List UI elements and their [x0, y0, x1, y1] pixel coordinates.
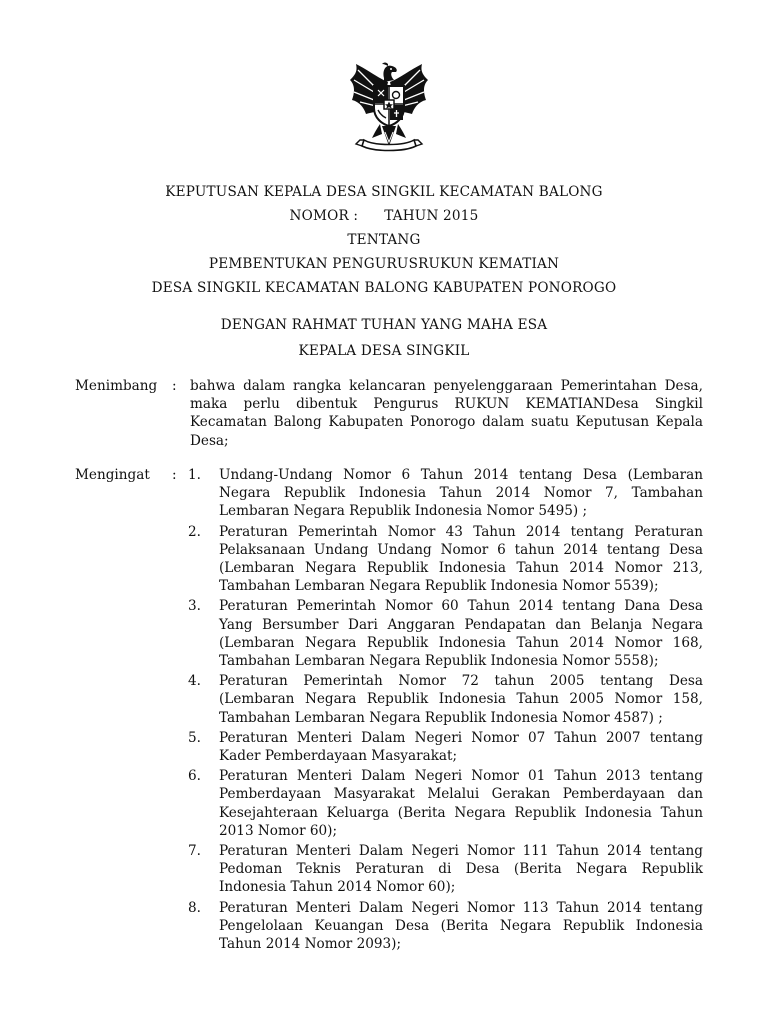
- mengingat-colon: :: [172, 467, 177, 483]
- list-item-text: Peraturan Pemerintah Nomor 72 tahun 2005 tentang Desa (Lembaran Negara Republik Indonesia Tahun 2005 Nomor 158, Tambahan Lembaran Negara Republik Indonesia Nomor 4587) ;: [219, 673, 703, 726]
- list-item-text: Peraturan Menteri Dalam Negeri Nomor 111 Tahun 2014 tentang Pedoman Teknis Peraturan di Desa (Berita Negara Republik Indonesia Tahun 2014 Nomor 60);: [219, 843, 703, 896]
- kepala-desa-line: KEPALA DESA SINGKIL: [298, 343, 470, 359]
- list-item: [188, 466, 703, 521]
- list-item-text: Peraturan Menteri Dalam Negeri Nomor 07 Tahun 2007 tentang Kader Pemberdayaan Masyarakat;: [219, 729, 703, 765]
- list-item-text: Peraturan Pemerintah Nomor 60 Tahun 2014 tentang Dana Desa Yang Bersumber Dari Anggaran Pendapatan dan Belanja Negara (Lembaran Negara Republik Indonesia Tahun 2014 Nomor 168, Tambahan Lembaran Negara Republik Indonesia Nomor 5558);: [219, 598, 703, 670]
- list-item-text: Peraturan Menteri Dalam Negeri Nomor 01 Tahun 2013 tentang Pemberdayaan Masyarakat Melalui Gerakan Pemberdayaan dan Kesejahteraan Keluarga (Berita Negara Republik Indonesia Tahun 2013 Nomor 60);: [219, 768, 703, 839]
- list-item-text: Peraturan Menteri Dalam Negeri Nomor 113 Tahun 2014 tentang Pengelolaan Keuangan Desa (Berita Negara Republik Indonesia Tahun 2014 Nomor 2093);: [219, 899, 703, 953]
- list-item-number: 6.: [188, 768, 201, 785]
- decree-title: KEPUTUSAN KEPALA DESA SINGKIL KECAMATAN BALONG: [165, 184, 603, 200]
- mengingat-section: [75, 466, 705, 953]
- list-item: [188, 597, 703, 670]
- list-item-number: 8.: [188, 899, 201, 916]
- list-item-number: 7.: [188, 843, 201, 860]
- menimbang-label: Menimbang: [75, 378, 158, 394]
- decree-subject-line2: DESA SINGKIL KECAMATAN BALONG KABUPATEN PONOROGO: [151, 280, 617, 296]
- list-item-text: Undang-Undang Nomor 6 Tahun 2014 tentang Desa (Lembaran Negara Republik Indonesia Tahun 2014 Nomor 7, Tambahan Lembaran Negara Republik Indonesia Nomor 5495) ;: [219, 467, 703, 520]
- list-item-number: 2.: [188, 523, 201, 540]
- list-item: [188, 523, 703, 596]
- list-item-text: Peraturan Pemerintah Nomor 43 Tahun 2014 tentang Peraturan Pelaksanaan Undang Undang Nomor 6 tahun 2014 tentang Desa (Lembaran Negara Republik Indonesia Tahun 2014 Nomor 213, Tambahan Lembaran Negara Republik Indonesia Nomor 5539);: [219, 523, 703, 595]
- preamble-heading: [0, 313, 768, 363]
- garuda-emblem-icon: [344, 60, 434, 154]
- document-heading: [0, 180, 768, 300]
- mengingat-list: [188, 466, 703, 955]
- menimbang-section: [75, 377, 705, 457]
- decree-number-label: NOMOR :: [289, 208, 359, 224]
- menimbang-colon: :: [172, 378, 177, 394]
- list-item: [188, 899, 703, 954]
- mengingat-label: Mengingat: [75, 467, 150, 483]
- list-item: [188, 842, 703, 897]
- list-item: [188, 767, 703, 840]
- rahmat-line: DENGAN RAHMAT TUHAN YANG MAHA ESA: [220, 317, 548, 333]
- list-item: [188, 672, 703, 727]
- list-item-number: 4.: [188, 673, 201, 690]
- list-item-number: 5.: [188, 729, 201, 746]
- decree-number-row: [0, 204, 768, 228]
- decree-subject-line1: PEMBENTUKAN PENGURUSRUKUN KEMATIAN: [208, 256, 560, 272]
- menimbang-text: bahwa dalam rangka kelancaran penyelenggaraan Pemerintahan Desa, maka perlu dibentuk Pengurus RUKUN KEMATIANDesa Singkil Kecamatan Balong Kabupaten Ponorogo dalam suatu Keputusan Kepala Desa;: [190, 378, 703, 449]
- decree-year: TAHUN 2015: [384, 208, 479, 224]
- decree-tentang: TENTANG: [347, 232, 421, 248]
- list-item: [188, 729, 703, 765]
- list-item-number: 1.: [188, 467, 201, 483]
- list-item-number: 3.: [188, 598, 201, 615]
